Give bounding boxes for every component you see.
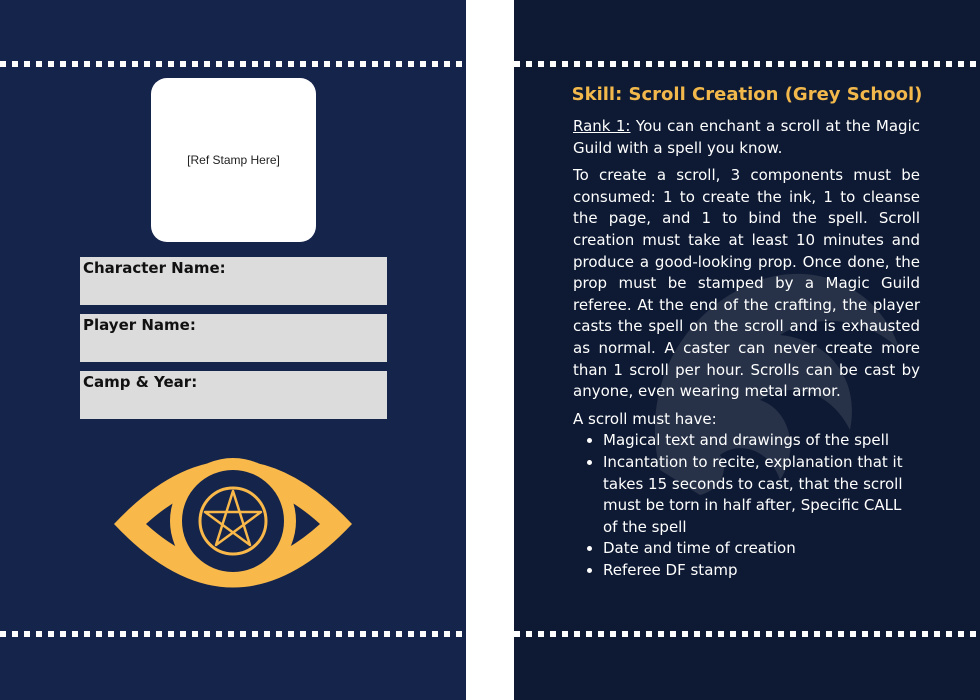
character-name-field[interactable] [80, 257, 387, 305]
list-item: • Incantation to recite, explanation that it takes 15 seconds to cast, that the scroll must be torn in half after, Specific CALL of the spell [603, 452, 920, 538]
list-intro: A scroll must have: [573, 409, 717, 428]
camp-year-field[interactable] [80, 371, 387, 419]
dotted-border-top [514, 61, 980, 67]
skill-description [573, 116, 920, 581]
requirements-list [573, 430, 920, 581]
skill-title: Skill: Scroll Creation (Grey School) [571, 84, 923, 105]
rules-paragraph: To create a scroll, 3 components must be consumed: 1 to create the ink, 1 to cleanse the page, and 1 to bind the spell. Scroll creation must take at least 10 minutes and produce a good-looking prop. Once done, the prop must be stamped by a Magic Guild referee. At the end of the crafting, the player casts the spell on the scroll and is exhausted as normal. A caster can never create more than 1 scroll per hour. Scrolls can be cast by anyone, even wearing metal armor. [573, 166, 920, 401]
rank-paragraph [573, 116, 920, 159]
rank-text: You can enchant a scroll at the Magic Guild with a spell you know. [573, 117, 920, 157]
character-name-label: Character Name: [83, 259, 226, 277]
dotted-border-top [0, 61, 466, 67]
dotted-border-bottom [0, 631, 466, 637]
ref-stamp-placeholder: [Ref Stamp Here] [187, 153, 280, 167]
player-name-label: Player Name: [83, 316, 196, 334]
rank-label: Rank 1: [573, 117, 631, 135]
player-name-field[interactable] [80, 314, 387, 362]
list-item: • Referee DF stamp [603, 560, 920, 582]
list-item: • Magical text and drawings of the spell [603, 430, 920, 452]
dotted-border-bottom [514, 631, 980, 637]
ref-stamp-box [151, 78, 316, 242]
eye-pentagram-icon [112, 437, 354, 612]
camp-year-label: Camp & Year: [83, 373, 198, 391]
list-item: • Date and time of creation [603, 538, 920, 560]
